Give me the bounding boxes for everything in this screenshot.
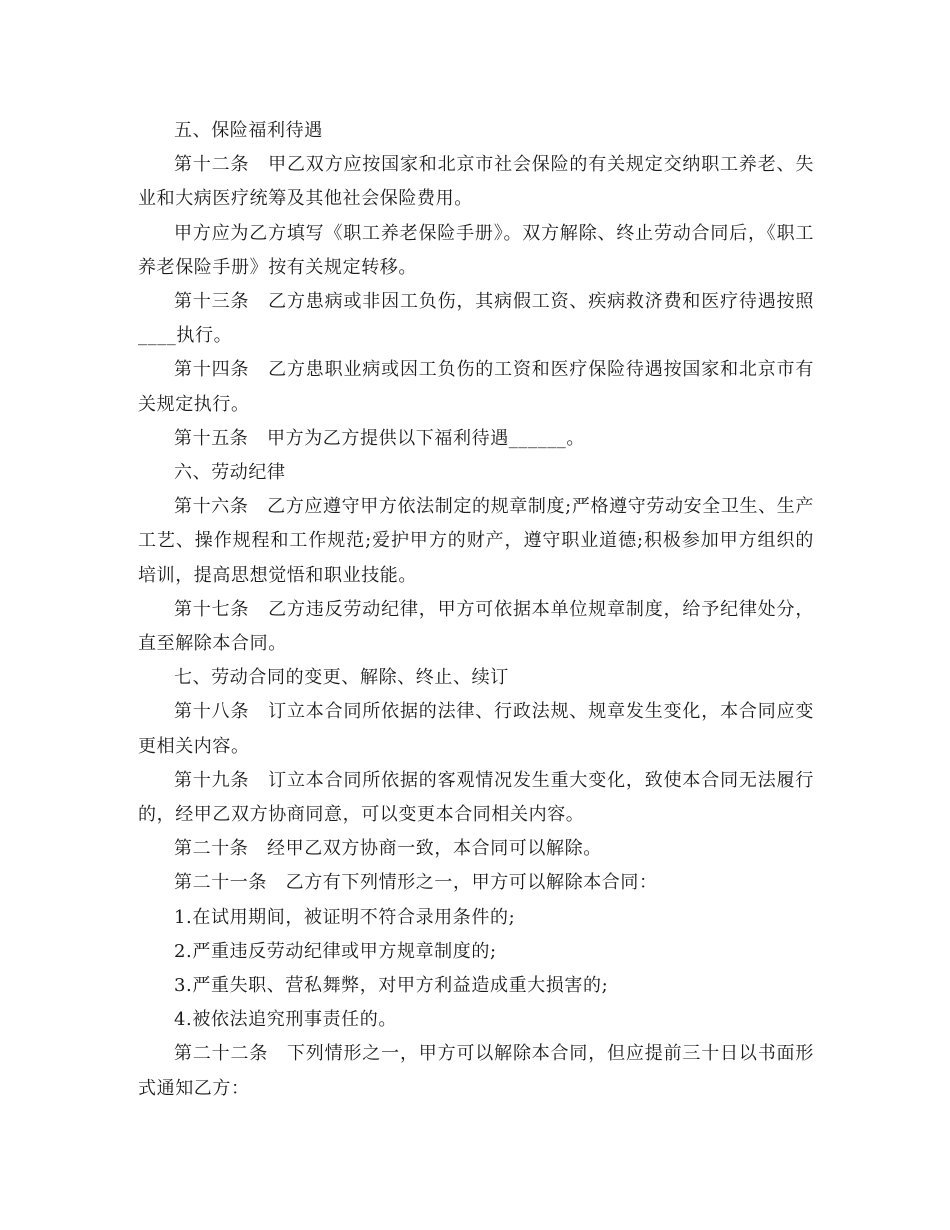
section-heading-discipline: 六、劳动纪律 <box>174 462 286 484</box>
list-item-3: 3.严重失职、营私舞弊，对甲方利益造成重大损害的; <box>174 975 609 997</box>
article-21: 第二十一条 乙方有下列情形之一，甲方可以解除本合同： <box>174 872 658 894</box>
article-12-pension-handbook: 甲方应为乙方填写《职工养老保险手册》。双方解除、终止劳动合同后，《职工养老保险手册》按有关规定转移。 <box>138 222 814 278</box>
list-item-1: 1.在试用期间，被证明不符合录用条件的; <box>174 906 516 928</box>
section-heading-contract-changes: 七、劳动合同的变更、解除、终止、续订 <box>174 667 509 689</box>
section-heading-insurance: 五、保险福利待遇 <box>174 120 323 141</box>
article-17: 第十七条 乙方违反劳动纪律，甲方可依据本单位规章制度，给予纪律处分，直至解除本合同。 <box>138 598 814 655</box>
article-18: 第十八条 订立本合同所依据的法律、行政法规、规章发生变化，本合同应变更相关内容。 <box>138 701 814 757</box>
article-20: 第二十条 经甲乙双方协商一致，本合同可以解除。 <box>174 838 602 860</box>
article-13: 第十三条 乙方患病或非因工负伤，其病假工资、疾病救济费和医疗待遇按照____执行。 <box>138 291 814 347</box>
article-19: 第十九条 订立本合同所依据的客观情况发生重大变化，致使本合同无法履行的，经甲乙双方协商同意，可以变更本合同相关内容。 <box>138 769 814 826</box>
article-15: 第十五条 甲方为乙方提供以下福利待遇______。 <box>174 427 585 449</box>
list-item-2: 2.严重违反劳动纪律或甲方规章制度的; <box>174 940 497 962</box>
document-body <box>138 114 814 1106</box>
article-12: 第十二条 甲乙双方应按国家和北京市社会保险的有关规定交纳职工养老、失业和大病医疗统筹及其他社会保险费用。 <box>138 154 814 210</box>
article-22: 第二十二条 下列情形之一，甲方可以解除本合同，但应提前三十日以书面形式通知乙方： <box>138 1043 814 1099</box>
list-item-4: 4.被依法追究刑事责任的。 <box>174 1009 397 1031</box>
article-16: 第十六条 乙方应遵守甲方依法制定的规章制度;严格遵守劳动安全卫生、生产工艺、操作规程和工作规范;爱护甲方的财产，遵守职业道德;积极参加甲方组织的培训，提高思想觉悟和职业技能。 <box>138 496 814 586</box>
article-14: 第十四条 乙方患职业病或因工负伤的工资和医疗保险待遇按国家和北京市有关规定执行。 <box>138 359 814 415</box>
